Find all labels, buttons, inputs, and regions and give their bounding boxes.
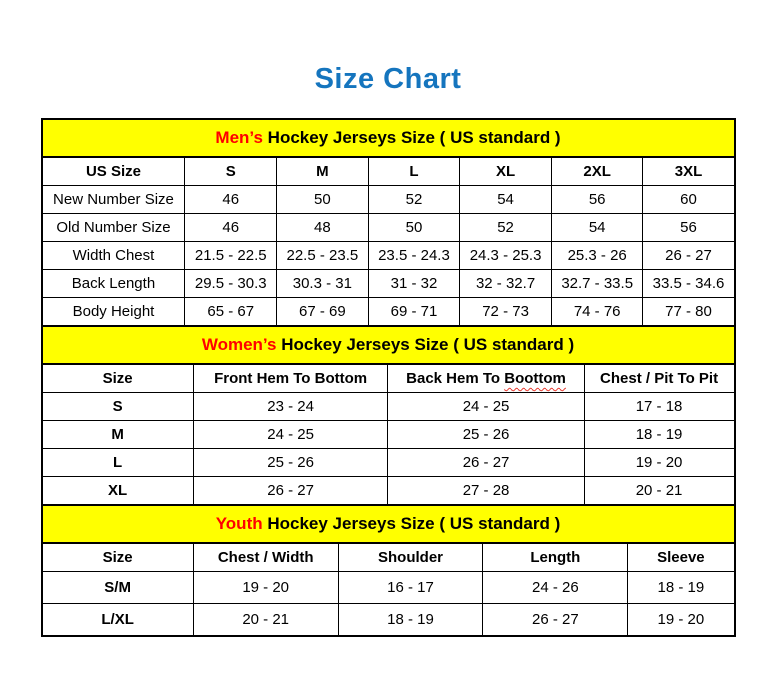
value-cell: 72 - 73 — [460, 298, 552, 327]
mens-heading-text: Hockey Jerseys Size ( US standard ) — [262, 128, 561, 147]
row-label-cell: S/M — [42, 572, 194, 604]
value-cell: 56 — [551, 186, 643, 214]
column-header: Front Hem To Bottom — [193, 364, 388, 393]
table-row — [42, 449, 735, 477]
value-cell: 19 - 20 — [584, 449, 734, 477]
value-cell: 20 - 21 — [584, 477, 734, 506]
value-cell: 48 — [277, 214, 369, 242]
youth-size-table — [41, 504, 736, 637]
table-row — [42, 393, 735, 421]
value-cell: 25 - 26 — [193, 449, 388, 477]
column-header: Size — [42, 364, 194, 393]
mens-accent-text: Men’s — [215, 128, 263, 147]
value-cell: 46 — [185, 214, 277, 242]
mens-size-table — [41, 118, 736, 327]
value-cell: 30.3 - 31 — [277, 270, 369, 298]
row-label-cell: M — [42, 421, 194, 449]
value-cell: 33.5 - 34.6 — [643, 270, 735, 298]
row-label-cell: Back Length — [42, 270, 185, 298]
value-cell: 19 - 20 — [628, 604, 735, 637]
value-cell: 23 - 24 — [193, 393, 388, 421]
value-cell: 26 - 27 — [193, 477, 388, 506]
column-header: Size — [42, 543, 194, 572]
value-cell: 50 — [277, 186, 369, 214]
value-cell: 16 - 17 — [338, 572, 483, 604]
table-row — [42, 572, 735, 604]
mens-column-header-row — [42, 157, 735, 186]
value-cell: 77 - 80 — [643, 298, 735, 327]
value-cell: 24 - 26 — [483, 572, 628, 604]
value-cell: 54 — [551, 214, 643, 242]
womens-size-table — [41, 325, 736, 506]
value-cell: 18 - 19 — [584, 421, 734, 449]
value-cell: 52 — [368, 186, 460, 214]
value-cell: 67 - 69 — [277, 298, 369, 327]
row-label-cell: L — [42, 449, 194, 477]
value-cell: 56 — [643, 214, 735, 242]
row-label-cell: XL — [42, 477, 194, 506]
page-title: Size Chart — [314, 63, 462, 95]
value-cell: 54 — [460, 186, 552, 214]
column-header: Shoulder — [338, 543, 483, 572]
row-label-cell: Body Height — [42, 298, 185, 327]
womens-section-heading — [42, 326, 735, 364]
column-header: Back Hem To Boottom — [388, 364, 584, 393]
value-cell: 26 - 27 — [643, 242, 735, 270]
value-cell: 23.5 - 24.3 — [368, 242, 460, 270]
column-header: US Size — [42, 157, 185, 186]
table-row — [42, 421, 735, 449]
value-cell: 52 — [460, 214, 552, 242]
row-label-cell: Width Chest — [42, 242, 185, 270]
youth-accent-text: Youth — [215, 514, 263, 533]
row-label-cell: S — [42, 393, 194, 421]
youth-section-band — [42, 505, 735, 543]
value-cell: 31 - 32 — [368, 270, 460, 298]
womens-heading-text: Hockey Jerseys Size ( US standard ) — [276, 335, 575, 354]
table-row — [42, 298, 735, 327]
table-row — [42, 242, 735, 270]
value-cell: 46 — [185, 186, 277, 214]
womens-accent-text: Women’s — [201, 335, 277, 354]
value-cell: 74 - 76 — [551, 298, 643, 327]
value-cell: 26 - 27 — [388, 449, 584, 477]
value-cell: 19 - 20 — [193, 572, 338, 604]
misspelled-word: Boottom — [504, 370, 566, 387]
value-cell: 25 - 26 — [388, 421, 584, 449]
row-label-cell: Old Number Size — [42, 214, 185, 242]
value-cell: 17 - 18 — [584, 393, 734, 421]
mens-section-heading — [42, 119, 735, 157]
youth-column-header-row — [42, 543, 735, 572]
column-header: M — [277, 157, 369, 186]
column-header: 3XL — [643, 157, 735, 186]
youth-heading-text: Hockey Jerseys Size ( US standard ) — [262, 514, 561, 533]
value-cell: 24 - 25 — [193, 421, 388, 449]
womens-section-band — [42, 326, 735, 364]
column-header: XL — [460, 157, 552, 186]
column-header: L — [368, 157, 460, 186]
table-row — [42, 604, 735, 637]
value-cell: 26 - 27 — [483, 604, 628, 637]
row-label-cell: New Number Size — [42, 186, 185, 214]
column-header: Sleeve — [628, 543, 735, 572]
value-cell: 21.5 - 22.5 — [185, 242, 277, 270]
youth-section-heading — [42, 505, 735, 543]
value-cell: 32 - 32.7 — [460, 270, 552, 298]
table-row — [42, 270, 735, 298]
value-cell: 69 - 71 — [368, 298, 460, 327]
value-cell: 60 — [643, 186, 735, 214]
value-cell: 27 - 28 — [388, 477, 584, 506]
value-cell: 29.5 - 30.3 — [185, 270, 277, 298]
column-header: Chest / Width — [193, 543, 338, 572]
size-tables-container — [41, 118, 736, 637]
value-cell: 22.5 - 23.5 — [277, 242, 369, 270]
mens-section-band — [42, 119, 735, 157]
table-row — [42, 477, 735, 506]
value-cell: 25.3 - 26 — [551, 242, 643, 270]
value-cell: 24 - 25 — [388, 393, 584, 421]
column-header: S — [185, 157, 277, 186]
row-label-cell: L/XL — [42, 604, 194, 637]
womens-column-header-row — [42, 364, 735, 393]
table-row — [42, 214, 735, 242]
value-cell: 18 - 19 — [628, 572, 735, 604]
value-cell: 24.3 - 25.3 — [460, 242, 552, 270]
value-cell: 18 - 19 — [338, 604, 483, 637]
column-header: 2XL — [551, 157, 643, 186]
value-cell: 20 - 21 — [193, 604, 338, 637]
value-cell: 65 - 67 — [185, 298, 277, 327]
column-header: Chest / Pit To Pit — [584, 364, 734, 393]
column-header: Length — [483, 543, 628, 572]
value-cell: 50 — [368, 214, 460, 242]
table-row — [42, 186, 735, 214]
value-cell: 32.7 - 33.5 — [551, 270, 643, 298]
